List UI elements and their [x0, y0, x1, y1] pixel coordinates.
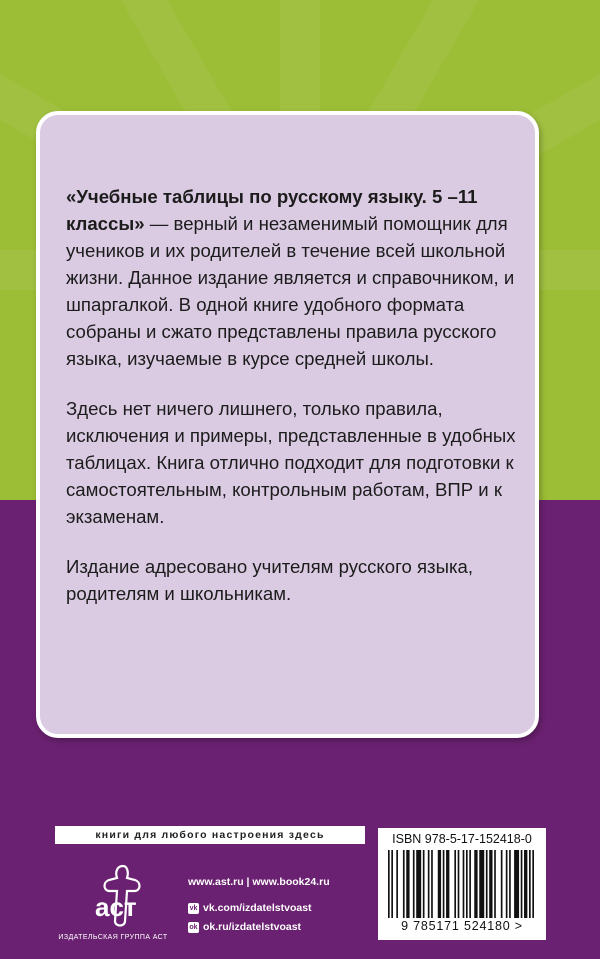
barcode-bar — [416, 850, 421, 918]
barcode-bar — [479, 850, 484, 918]
barcode-bar — [391, 850, 393, 918]
barcode-box — [378, 828, 546, 940]
vk-link[interactable]: vk.com/izdatelstvoast — [203, 902, 312, 914]
barcode-bar — [532, 850, 534, 918]
tagline: книги для любого настроения здесь — [55, 826, 365, 844]
barcode-bar — [466, 850, 468, 918]
description-paragraph-2: Здесь нет ничего лишнего, только правила, исключения и примеры, представленные в удобных таблицах. Книга отлично подходит для подготовки к самостоятельным, контрольным работам, ВПР и к экзаменам. — [66, 398, 516, 527]
barcode-bar — [413, 850, 415, 918]
description-paragraph-1 — [66, 183, 516, 372]
links-block — [188, 874, 330, 938]
description-paragraph-1-rest: — верный и незаменимый помощник для учеников и их родителей в течение всей школьной жизни. Данное издание является и справочником, и шпаргалкой. В одной книге удобного формата собраны и сжато представлены правила русского языка, изучаемые в курсе средней школы. — [66, 213, 515, 369]
vk-row — [188, 900, 330, 916]
barcode-bar — [443, 850, 445, 918]
barcode-bar — [521, 850, 523, 918]
ok-row — [188, 919, 330, 935]
sites-row — [188, 874, 330, 890]
barcode-bar — [509, 850, 511, 918]
logo-text: аст — [95, 892, 137, 922]
barcode-bar — [388, 850, 390, 918]
barcode-bar — [438, 850, 441, 918]
book-title: «Учебные таблицы по русскому языку. 5 –11 классы» — [66, 186, 478, 234]
barcode-bar — [469, 850, 471, 918]
description-text — [66, 183, 516, 630]
barcode-digits: 9 785171 524180 > — [401, 919, 523, 933]
publisher-name: ИЗДАТЕЛЬСКАЯ ГРУППА АСТ — [58, 934, 168, 941]
sites-link[interactable]: www.ast.ru | www.book24.ru — [188, 876, 330, 888]
barcode-bar — [423, 850, 425, 918]
barcode-bar — [494, 850, 496, 918]
barcode-bar — [446, 850, 449, 918]
isbn-text: ISBN 978-5-17-152418-0 — [392, 832, 532, 846]
barcode-bar — [396, 850, 398, 918]
barcode-bar — [474, 850, 477, 918]
barcode-bar — [454, 850, 456, 918]
barcode-bar — [506, 850, 508, 918]
barcode-bar — [431, 850, 433, 918]
ast-logo — [63, 858, 163, 938]
barcode-graphic — [388, 850, 536, 918]
barcode-bar — [524, 850, 527, 918]
barcode-bar — [406, 850, 409, 918]
barcode-bar — [529, 850, 531, 918]
barcode-bar — [514, 850, 519, 918]
ok-link[interactable]: ok.ru/izdatelstvoast — [203, 921, 302, 933]
barcode-bar — [463, 850, 465, 918]
barcode-bar — [489, 850, 492, 918]
description-paragraph-3: Издание адресовано учителям русского языка, родителям и школьникам. — [66, 556, 473, 604]
vk-icon: vk — [189, 904, 198, 912]
barcode-bar — [486, 850, 488, 918]
ok-icon: ok — [189, 923, 198, 931]
barcode-bar — [428, 850, 430, 918]
barcode-bar — [501, 850, 503, 918]
barcode-bar — [458, 850, 460, 918]
barcode-bar — [403, 850, 405, 918]
